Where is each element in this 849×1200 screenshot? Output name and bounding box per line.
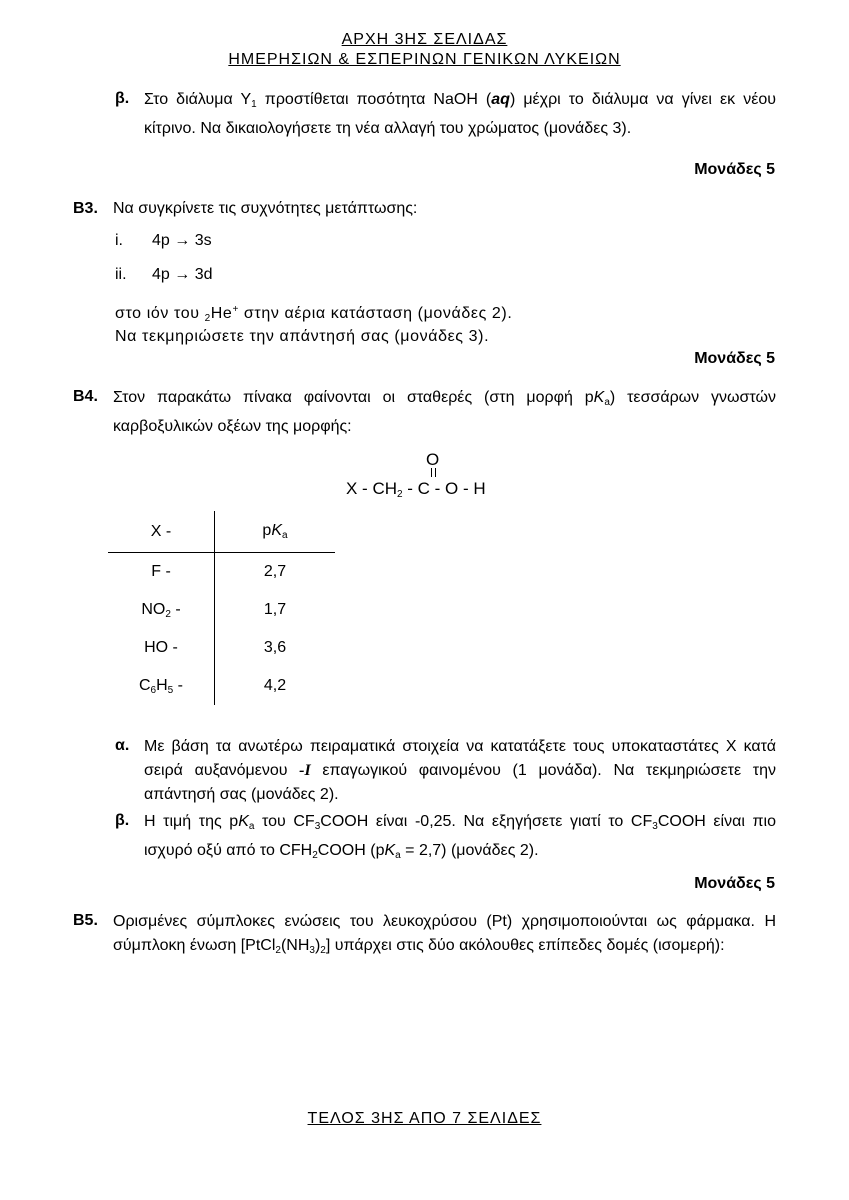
table-header-pka: $pK_a$: [215, 511, 336, 553]
formula-chain: X - $CH_2$ - C - O - H: [346, 479, 486, 500]
b3-justify-line: Να τεκμηριώσετε την απάντησή σας (μονάδες 3).: [115, 328, 490, 345]
page-header-line1: ΑΡΧΗ 3ΗΣ ΣΕΛΙΔΑΣ: [341, 31, 508, 48]
b5-text: Ορισμένες σύμπλοκες ενώσεις του λευκοχρύσου (Pt) χρησιμοποιούνται ως φάρμακα. Η σύμπλοκη ένωση $[PtCl_2(NH_3)_2]$ υπάρχει στις δύο ακόλουθες επίπεδες δομές (ισομερή):: [113, 913, 776, 956]
b4-beta-label: β.: [115, 812, 130, 829]
table-row: [108, 629, 335, 667]
table-header-row: [108, 511, 335, 553]
table-cell-x: $NO_2$ -: [108, 591, 215, 629]
b3-item-i-num: i.: [115, 232, 123, 249]
table-row: [108, 667, 335, 705]
pka-table: [108, 511, 335, 705]
formula-double-bond-left: [431, 468, 433, 477]
marks-b3: Μονάδες 5: [694, 350, 775, 367]
b5-label: Β5.: [73, 912, 98, 929]
b3-intro: Να συγκρίνετε τις συχνότητες μετάπτωσης:: [113, 200, 418, 217]
b3-ion-line: στο ιόν του $_2$He+ στην αέρια κατάσταση (μονάδες 2).: [115, 304, 513, 324]
b3-item-i-text: 4p → 3s: [152, 232, 212, 249]
b4-intro: Στον παρακάτω πίνακα φαίνονται οι σταθερές (στη μορφή $pK_a$) τεσσάρων γνωστών καρβοξυλικών οξέων της μορφής:: [113, 389, 777, 435]
b3-item-ii-text: 4p → 3d: [152, 266, 213, 283]
b2-beta-text: Στο διάλυμα $\Upsilon_1$ προστίθεται ποσότητα NaOH (aq) μέχρι το διάλυμα να γίνει εκ νέου κίτρινο. Να δικαιολογήσετε τη νέα αλλαγή του χρώματος (μονάδες 3).: [144, 91, 776, 137]
b2-beta-label: β.: [115, 90, 130, 107]
page-header-line2: ΗΜΕΡΗΣΙΩΝ & ΕΣΠΕΡΙΝΩΝ ΓΕΝΙΚΩΝ ΛΥΚΕΙΩΝ: [228, 51, 621, 68]
b4-label: Β4.: [73, 388, 98, 405]
marks-b2: Μονάδες 5: [694, 161, 775, 178]
b4-alpha-text: Με βάση τα ανωτέρω πειραματικά στοιχεία να κατατάξετε τους υποκαταστάτες Χ κατά σειρά αυξανόμενου -I επαγωγικού φαινομένου (1 μονάδα). Να τεκμηριώσετε την απάντησή σας (μονάδες 2).: [144, 738, 777, 803]
b4-alpha-label: α.: [115, 737, 130, 754]
table-header-x: X -: [108, 511, 215, 553]
b4-beta-text: Η τιμή της $pK_a$ του $CF_3COOH$ είναι -0,25. Να εξηγήσετε γιατί το $CF_3COOH$ είναι πιο ισχυρό οξύ από το $CFH_2COOH$ $(pK_a = 2,7)$ (μονάδες 2).: [144, 813, 776, 861]
formula-carbonyl-oxygen: O: [426, 450, 440, 469]
b3-label: Β3.: [73, 200, 98, 217]
formula-double-bond-right: [435, 468, 437, 477]
table-cell-pka: 3,6: [263, 639, 287, 656]
page-footer: ΤΕΛΟΣ 3ΗΣ ΑΠΟ 7 ΣΕΛΙΔΕΣ: [307, 1110, 542, 1127]
table-cell-x: F -: [108, 553, 215, 592]
table-cell-x: HO -: [108, 629, 215, 667]
table-cell-pka: 4,2: [263, 677, 287, 694]
table-row: [108, 553, 335, 592]
table-cell-x: $C_6H_5$ -: [108, 667, 215, 705]
table-cell-pka: 1,7: [263, 601, 287, 618]
table-row: [108, 591, 335, 629]
marks-b4: Μονάδες 5: [694, 875, 775, 892]
table-cell-pka: 2,7: [263, 563, 287, 580]
b3-item-ii-num: ii.: [115, 266, 127, 283]
